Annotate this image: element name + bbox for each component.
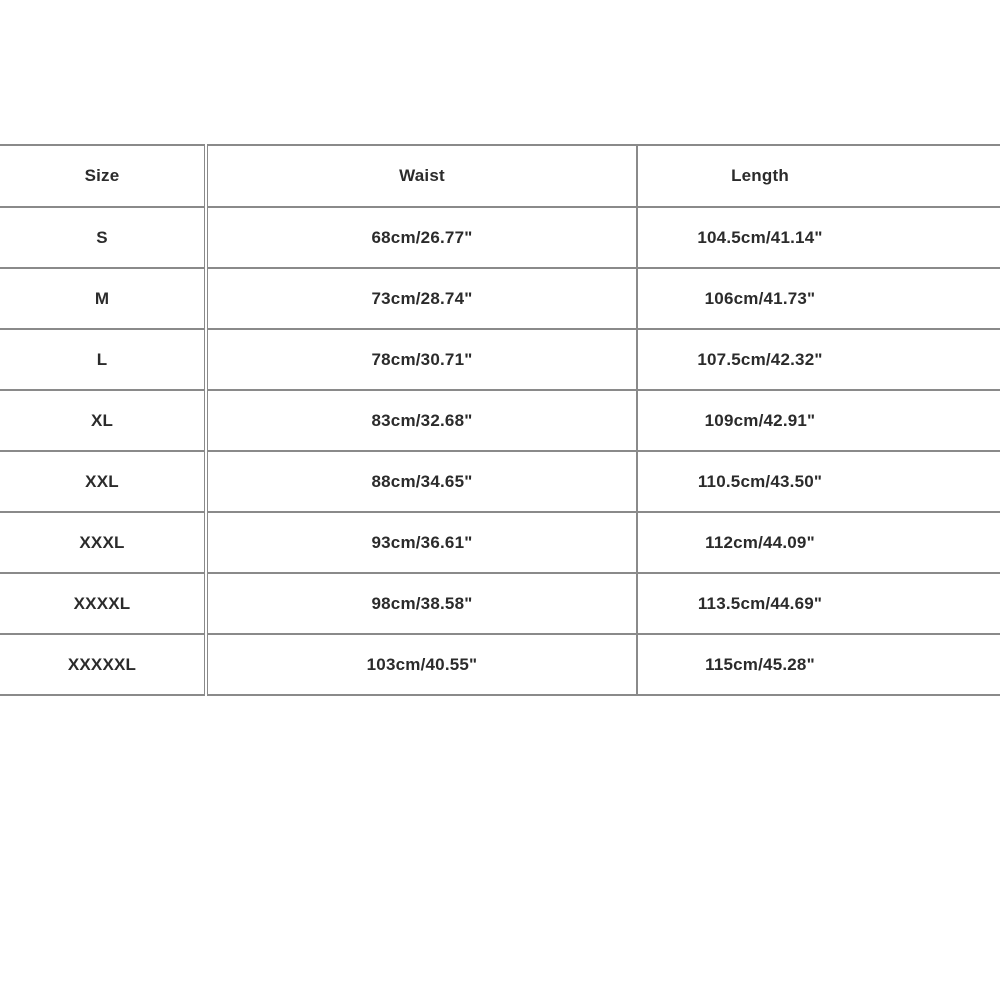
table-row [0, 207, 1000, 268]
length-cell: 106cm/41.73" [637, 268, 1000, 329]
table-row [0, 390, 1000, 451]
length-cell: 109cm/42.91" [637, 390, 1000, 451]
waist-cell: 83cm/32.68" [206, 390, 637, 451]
table-row [0, 329, 1000, 390]
size-cell: L [0, 329, 206, 390]
size-chart-table [0, 144, 1000, 696]
waist-cell: 103cm/40.55" [206, 634, 637, 695]
length-cell: 112cm/44.09" [637, 512, 1000, 573]
size-cell: XXXXL [0, 573, 206, 634]
header-length: Length [637, 145, 1000, 207]
size-cell: XL [0, 390, 206, 451]
size-cell: XXL [0, 451, 206, 512]
size-cell: S [0, 207, 206, 268]
header-row [0, 145, 1000, 207]
waist-cell: 93cm/36.61" [206, 512, 637, 573]
size-cell: M [0, 268, 206, 329]
table-row [0, 268, 1000, 329]
waist-cell: 88cm/34.65" [206, 451, 637, 512]
length-cell: 110.5cm/43.50" [637, 451, 1000, 512]
table-row [0, 573, 1000, 634]
length-cell: 113.5cm/44.69" [637, 573, 1000, 634]
table-row [0, 634, 1000, 695]
table-row [0, 512, 1000, 573]
header-size: Size [0, 145, 206, 207]
waist-cell: 68cm/26.77" [206, 207, 637, 268]
length-cell: 104.5cm/41.14" [637, 207, 1000, 268]
length-cell: 115cm/45.28" [637, 634, 1000, 695]
table-row [0, 451, 1000, 512]
waist-cell: 73cm/28.74" [206, 268, 637, 329]
length-cell: 107.5cm/42.32" [637, 329, 1000, 390]
waist-cell: 78cm/30.71" [206, 329, 637, 390]
size-cell: XXXL [0, 512, 206, 573]
header-waist: Waist [206, 145, 637, 207]
size-cell: XXXXXL [0, 634, 206, 695]
waist-cell: 98cm/38.58" [206, 573, 637, 634]
